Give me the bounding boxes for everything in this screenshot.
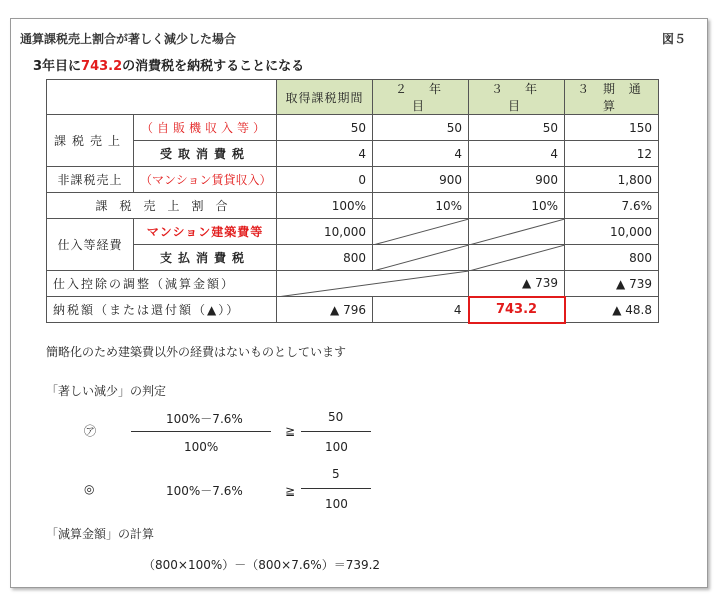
- table-cell: 100%: [277, 193, 373, 219]
- header-acquisition-period: 取得課税期間: [277, 80, 373, 115]
- calc-expression: （800×100%）－（800×7.6%）＝739.2: [143, 558, 381, 572]
- table-cell: 7.6%: [565, 193, 659, 219]
- empty-diagonal-cell: [469, 245, 565, 271]
- table-cell: 1,800: [565, 167, 659, 193]
- table-row: [47, 297, 659, 323]
- table-cell: 900: [469, 167, 565, 193]
- empty-diagonal-cell: [373, 245, 469, 271]
- mark-a-symbol: ㋐: [84, 424, 97, 438]
- table-row: [47, 115, 659, 141]
- row2-rhs-fraction-line: [301, 488, 371, 489]
- judgement-title: 「著しい減少」の判定: [46, 384, 167, 398]
- row1-fraction-line: [131, 431, 271, 432]
- table-row: [47, 219, 659, 245]
- empty-diagonal-cell: [373, 219, 469, 245]
- row2-rhs-denominator: 100: [325, 497, 348, 511]
- table-cell: ▲ 739: [565, 271, 659, 297]
- row1-operator: ≧: [285, 424, 296, 438]
- table-cell: ▲ 48.8: [565, 297, 659, 323]
- row1-rhs-denominator: 100: [325, 440, 348, 454]
- table-cell: 50: [277, 115, 373, 141]
- empty-diagonal-cell: [469, 219, 565, 245]
- row1-rhs-fraction-line: [301, 431, 371, 432]
- row2-rhs-numerator: 5: [332, 467, 340, 481]
- assumption-note: 簡略化のため建築費以外の経費はないものとしています: [46, 345, 347, 359]
- table-cell: ▲ 739: [469, 271, 565, 297]
- construction-cost-label: マンション建築費等: [134, 219, 277, 245]
- header-year3: ３ 年 目: [469, 80, 565, 115]
- apartment-rent-label: （マンション賃貸収入）: [134, 167, 277, 193]
- headline-amount: 743.2: [81, 59, 123, 74]
- table-cell: 10,000: [565, 219, 659, 245]
- mark-double-circle-symbol: ◎: [84, 482, 95, 496]
- deduction-adjustment-label: 仕入控除の調整（減算金額）: [47, 271, 277, 297]
- header-three-period-total: ３ 期 通 算: [565, 80, 659, 115]
- table-cell: 150: [565, 115, 659, 141]
- figure-number: 図５: [662, 32, 687, 46]
- headline-prefix: 3年目に: [33, 59, 82, 74]
- table-cell: 12: [565, 141, 659, 167]
- taxable-sales-label: 課税売上: [47, 115, 134, 167]
- tax-table: [46, 79, 659, 324]
- table-row: [47, 271, 659, 297]
- highlighted-tax-cell: 743.2: [469, 297, 565, 323]
- table-cell: 800: [565, 245, 659, 271]
- table-cell: 10,000: [277, 219, 373, 245]
- received-tax-label: 受取消費税: [134, 141, 277, 167]
- headline: [33, 55, 304, 74]
- header-year2: ２ 年 目: [373, 80, 469, 115]
- table-cell: ▲ 796: [277, 297, 373, 323]
- paid-tax-label: 支払消費税: [134, 245, 277, 271]
- table-cell: 50: [469, 115, 565, 141]
- table-header-row: [47, 80, 659, 115]
- table-cell: 4: [277, 141, 373, 167]
- table-cell: 800: [277, 245, 373, 271]
- table-cell: 4: [373, 297, 469, 323]
- row2-lhs: 100%－7.6%: [166, 484, 243, 498]
- row1-rhs-numerator: 50: [328, 410, 344, 424]
- vending-income-label: （自販機収入等）: [134, 115, 277, 141]
- taxable-sales-ratio-label: 課 税 売 上 割 合: [47, 193, 277, 219]
- table-cell: 4: [469, 141, 565, 167]
- purchase-expense-label: 仕入等経費: [47, 219, 134, 271]
- tax-payable-label: 納税額（または還付額（▲））: [47, 297, 277, 323]
- table-row: [47, 141, 659, 167]
- header-blank-cell: [47, 80, 277, 115]
- table-row: [47, 167, 659, 193]
- table-cell: 50: [373, 115, 469, 141]
- headline-suffix: の消費税を納税することになる: [122, 59, 305, 74]
- table-cell: 10%: [469, 193, 565, 219]
- figure-title: 通算課税売上割合が著しく減少した場合: [20, 32, 237, 46]
- table-cell: 900: [373, 167, 469, 193]
- empty-diagonal-cell: [277, 271, 469, 297]
- table-row: [47, 193, 659, 219]
- table-cell: 0: [277, 167, 373, 193]
- nontaxable-sales-label: 非課税売上: [47, 167, 134, 193]
- row1-numerator: 100%－7.6%: [166, 412, 243, 426]
- table-cell: 10%: [373, 193, 469, 219]
- row2-operator: ≧: [285, 484, 296, 498]
- row1-denominator: 100%: [184, 440, 219, 454]
- table-row: [47, 245, 659, 271]
- calc-title: 「減算金額」の計算: [46, 527, 155, 541]
- table-cell: 4: [373, 141, 469, 167]
